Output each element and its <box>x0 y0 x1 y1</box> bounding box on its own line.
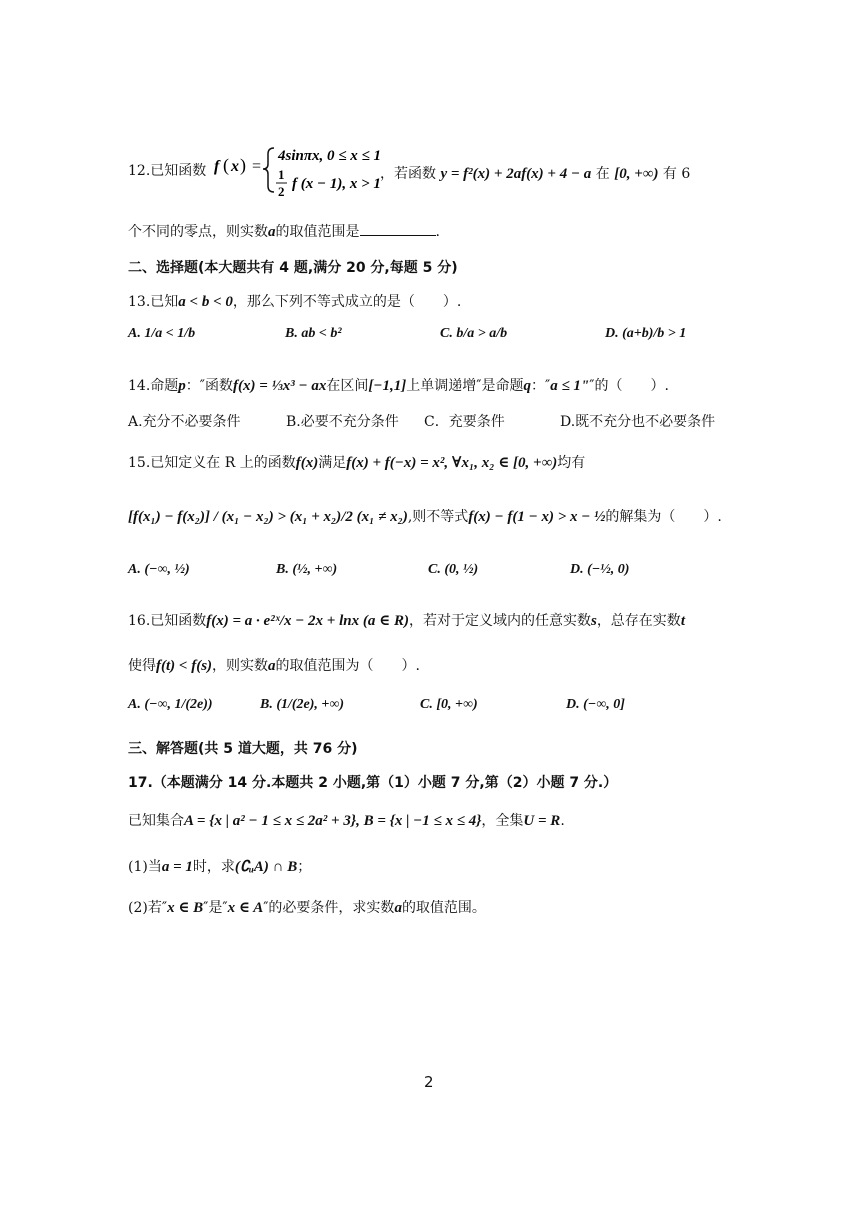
svg-text:=: = <box>252 158 262 175</box>
question-17-part-1: (1)当a = 1时，求(∁ᵤA) ∩ B； <box>128 859 312 875</box>
question-13-stem: 13.已知a < b < 0，那么下列不等式成立的是（ ）. <box>128 294 462 310</box>
svg-text:4sinπx, 0 ≤ x ≤ 1: 4sinπx, 0 ≤ x ≤ 1 <box>278 148 382 164</box>
section-2-heading: 二、选择题(本大题共有 4 题,满分 20 分,每题 5 分) <box>128 260 458 276</box>
question-12-line2: 个不同的零点，则实数a的取值范围是 . <box>128 224 440 240</box>
question-15-stem-line1: 15.已知定义在 R 上的函数f(x)满足f(x) + f(−x) = x², ∀x₁, x₂ ∈ [0, +∞)均有 <box>128 455 586 471</box>
page-number: 2 <box>424 1073 434 1091</box>
question-12-line1-rest: ，若函数 y = f²(x) + 2af(x) + 4 − a 在 [0, +∞) 有 6 <box>380 166 691 182</box>
q15-option-a[interactable]: A. (−∞, ½) <box>128 562 190 577</box>
q16-option-a[interactable]: A. (−∞, 1/(2e)) <box>128 697 213 712</box>
q12-y-expression: y = f²(x) + 2af(x) + 4 − a <box>440 166 592 182</box>
svg-text:2: 2 <box>278 184 285 199</box>
question-number: 12. <box>128 163 151 179</box>
q13-option-b[interactable]: B. ab < b² <box>285 326 342 341</box>
q13-option-c[interactable]: C. b/a > a/b <box>440 326 508 341</box>
section-3-heading: 三、解答题(共 5 道大题，共 76 分) <box>128 741 358 757</box>
q14-option-b[interactable]: B.必要不充分条件 <box>286 414 399 430</box>
question-16-stem-line2: 使得f(t) < f(s)，则实数a的取值范围为（ ）. <box>128 658 420 674</box>
q15-option-c[interactable]: C. (0, ½) <box>428 562 479 577</box>
q14-option-c[interactable]: C．充要条件 <box>424 414 505 430</box>
q15-option-d[interactable]: D. (−½, 0) <box>570 562 630 577</box>
q15-option-b[interactable]: B. (½, +∞) <box>276 562 338 577</box>
question-12-line1: 12.已知函数 <box>128 163 207 179</box>
svg-text:f (x − 1), x > 1: f (x − 1), x > 1 <box>292 176 381 192</box>
question-17-stem: 已知集合A = {x | a² − 1 ≤ x ≤ 2a² + 3}, B = {x | −1 ≤ x ≤ 4}，全集U = R. <box>128 813 565 829</box>
q14-option-d[interactable]: D.既不充分也不必要条件 <box>560 414 716 430</box>
question-14-stem: 14.命题p：″函数f(x) = ⅓x³ − ax在区间[−1,1]上单调递增″是命题q：″a ≤ 1"″的（ ）. <box>128 378 669 394</box>
answer-blank[interactable] <box>360 223 436 236</box>
question-15-stem-line2: [f(x₁) − f(x₂)] / (x₁ − x₂) > (x₁ + x₂)/2 (x₁ ≠ x₂),则不等式f(x) − f(1 − x) > x − ½的解集为（ ）. <box>128 509 722 525</box>
svg-text:): ) <box>240 155 246 175</box>
q13-option-a[interactable]: A. 1/a < 1/b <box>128 326 196 341</box>
q13-option-d[interactable]: D. (a+b)/b > 1 <box>605 326 687 341</box>
q16-option-c[interactable]: C. [0, +∞) <box>420 697 478 712</box>
svg-text:x: x <box>231 158 239 175</box>
svg-text:f: f <box>214 158 220 175</box>
svg-text:1: 1 <box>278 167 285 182</box>
q16-option-b[interactable]: B. (1/(2e), +∞) <box>260 697 345 712</box>
q16-option-d[interactable]: D. (−∞, 0] <box>566 697 625 712</box>
svg-text:(: ( <box>223 155 229 175</box>
question-17-heading: 17.（本题满分 14 分.本题共 2 小题,第（1）小题 7 分,第（2）小题 7 分.） <box>128 775 618 791</box>
q14-option-a[interactable]: A.充分不必要条件 <box>128 414 241 430</box>
question-16-stem-line1: 16.已知函数f(x) = a · e²ˣ/x − 2x + lnx (a ∈ R)，若对于定义域内的任意实数s，总存在实数t <box>128 613 685 629</box>
question-17-part-2: (2)若″x ∈ B″是″x ∈ A″的必要条件，求实数a的取值范围。 <box>128 900 486 916</box>
